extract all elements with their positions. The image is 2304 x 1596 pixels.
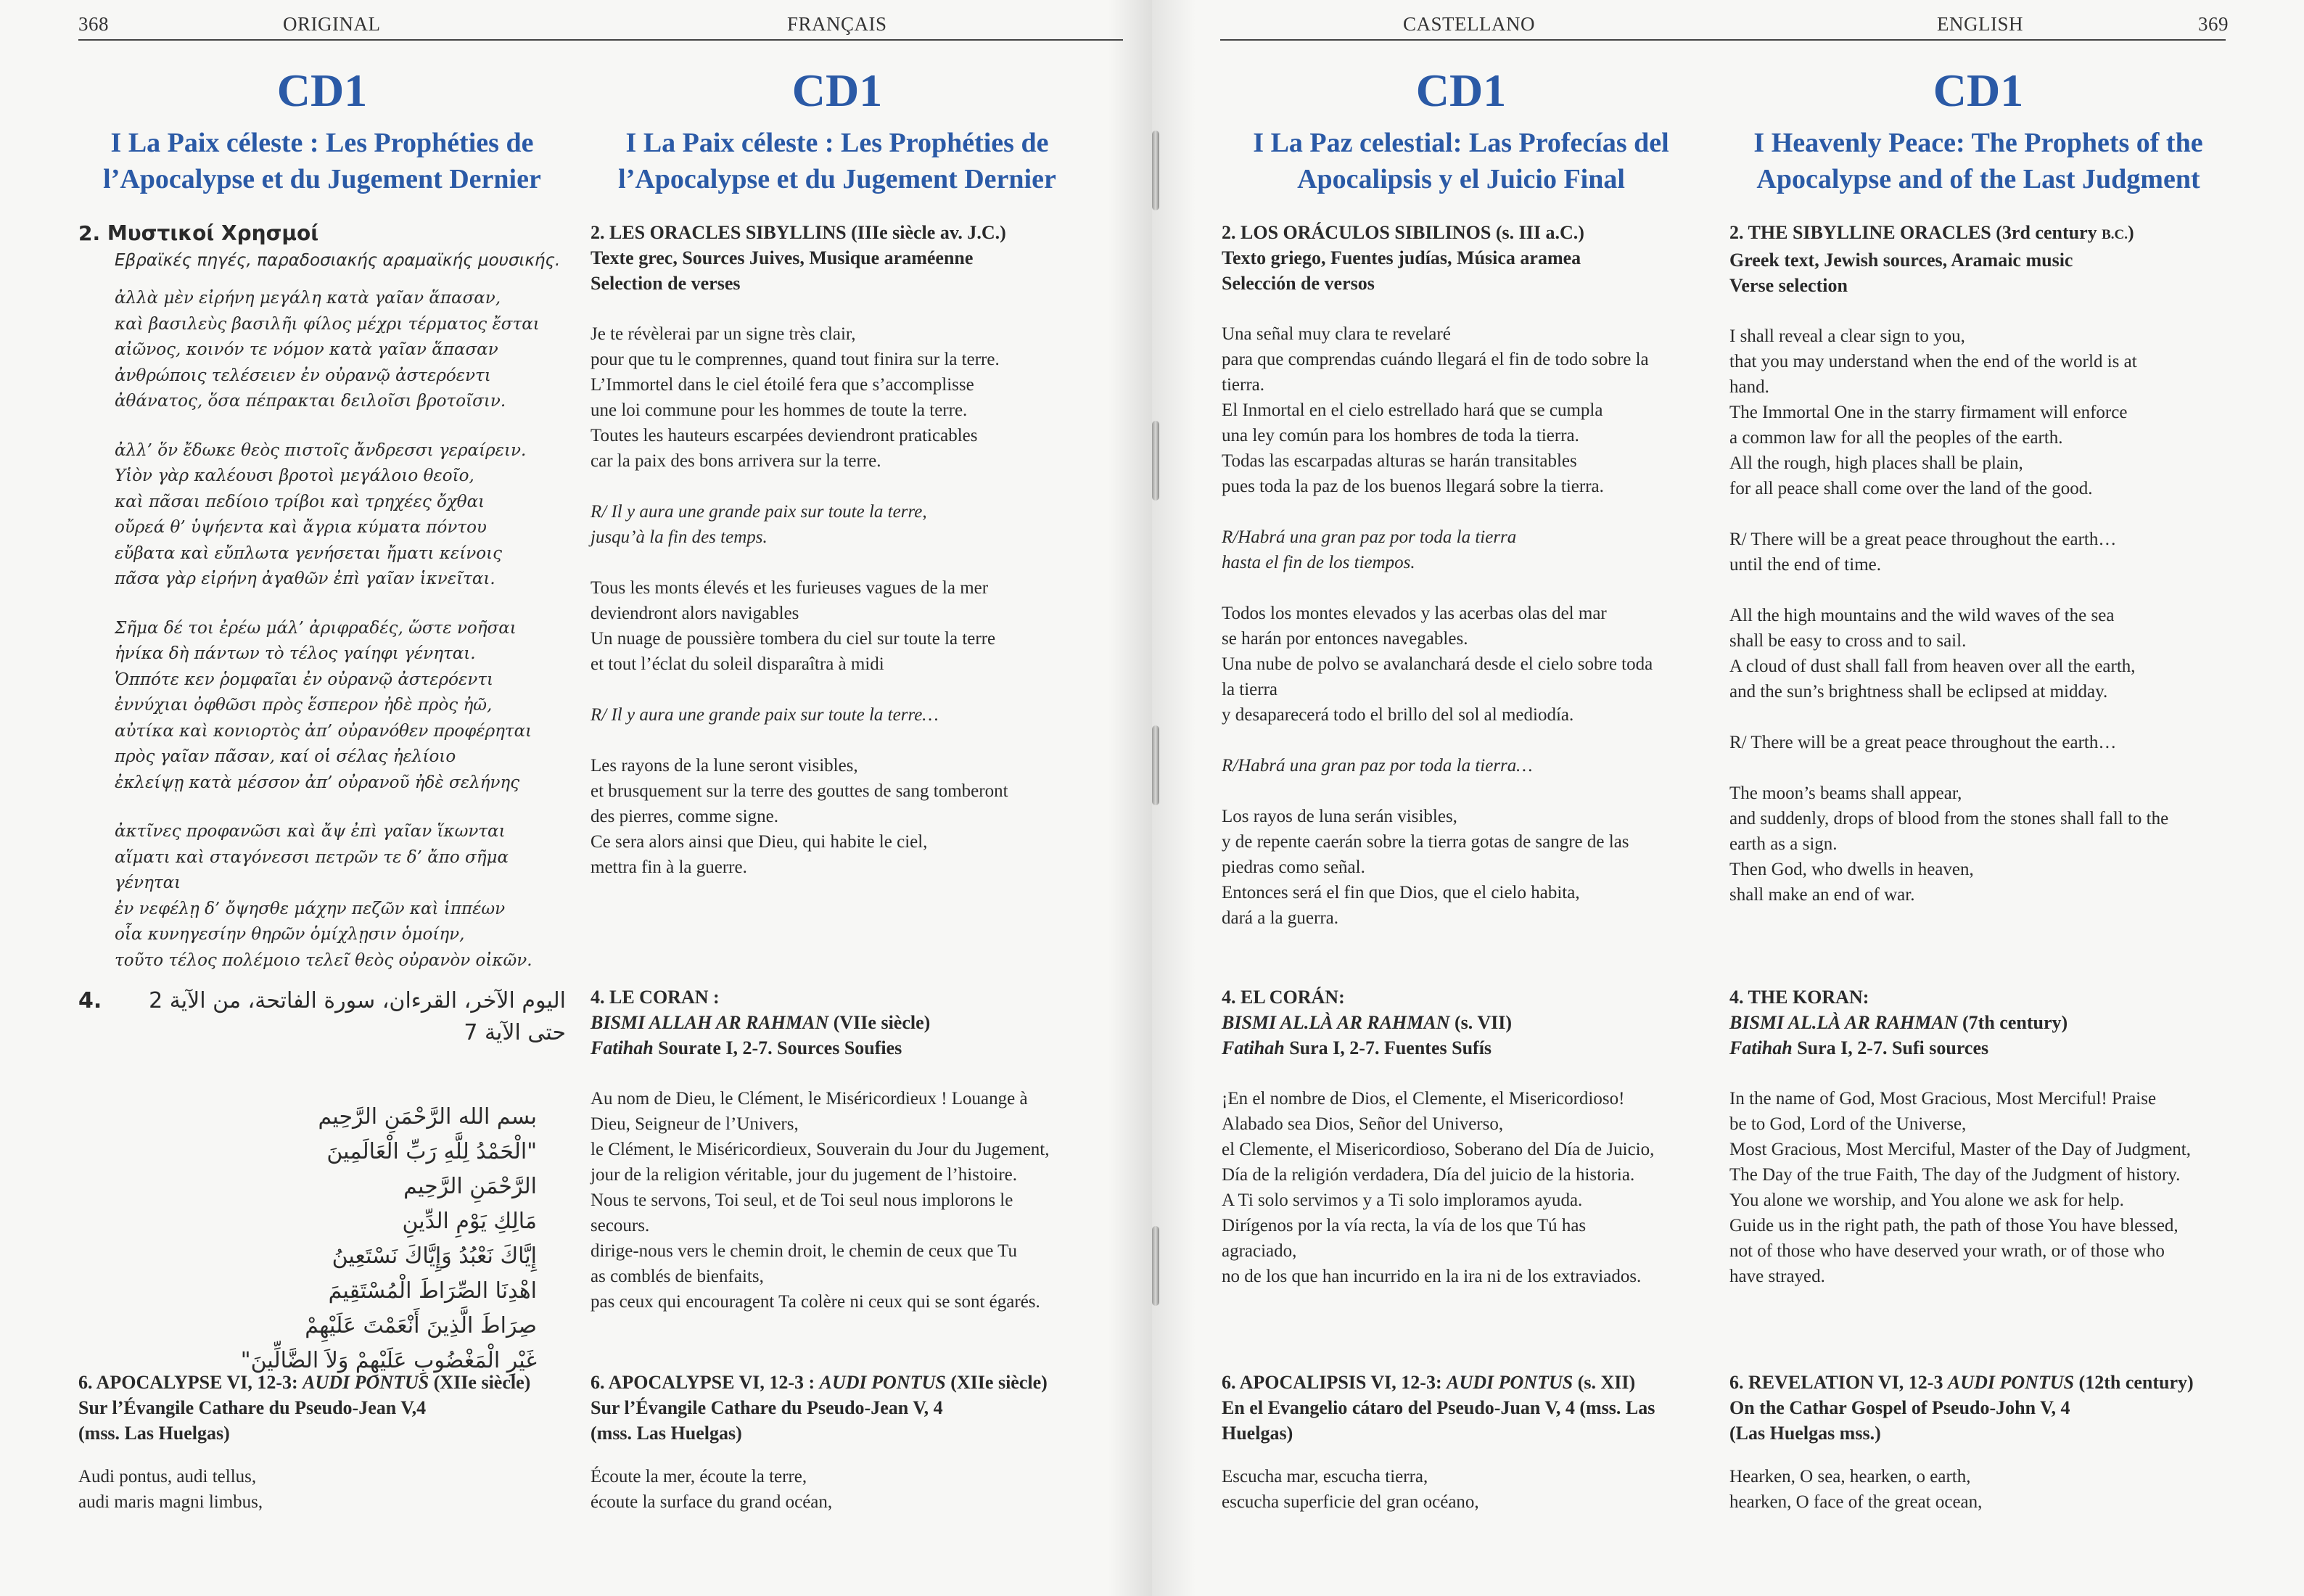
- castellano-section-4: [1222, 984, 1700, 1289]
- francais-s6-subheading: Sur l’Évangile Cathare du Pseudo-Jean V, 4: [591, 1397, 943, 1418]
- original-section-6: [78, 1370, 566, 1515]
- staple: [1152, 725, 1159, 805]
- castellano-s6-heading: 6. APOCALIPSIS VI, 12-3: AUDI PONTUS (s. XII): [1222, 1372, 1636, 1393]
- greek-stanza-4: ἀκτῖνες προφανῶσι καὶ ἄψ ἐπὶ γαῖαν ἵκωνται αἵματι καὶ σταγόνεσσι πετρῶν τε δ’ ἄπο σῆμα γένηται ἐν νεφέλῃ δ’ ὄψησθε μάχην πεζῶν καὶ ἱππέων οἷα κυνηγεσίην θηρῶν ὁμίχλῃσιν ὁμοίην, τοῦτο τέλος πολέμοιο τελεῖ θεὸς οὐρανὸν οἰκῶν.: [115, 822, 532, 970]
- page-number-right: 369: [2198, 13, 2229, 35]
- arabic-section-number: 4.: [78, 988, 102, 1013]
- original-s6-text: Audi pontus, audi tellus, audi maris magni limbus,: [78, 1467, 263, 1512]
- english-s6-heading: 6. REVELATION VI, 12-3 AUDI PONTUS (12th century): [1729, 1372, 2194, 1393]
- section-title-castellano: I La Paz celestial: Las Profecías del Apocalipsis y el Juicio Final: [1253, 128, 1669, 194]
- francais-s6-text: Écoute la mer, écoute la terre, écoute la surface du grand océan,: [591, 1467, 833, 1512]
- gutter-shadow: [1108, 0, 1152, 1596]
- english-s4-title: BISMI AL.LÀ AR RAHMAN (7th century): [1729, 1012, 2068, 1033]
- english-s2-subheading: Greek text, Jewish sources, Aramaic music Verse selection: [1729, 250, 2073, 296]
- section-title-francais: I La Paix céleste : Les Prophéties de l’Apocalypse et du Jugement Dernier: [618, 128, 1056, 194]
- castellano-s4-heading: 4. EL CORÁN:: [1222, 987, 1345, 1008]
- francais-s4-heading: 4. LE CORAN :: [591, 987, 720, 1008]
- francais-s2-para-2: Tous les monts élevés et les furieuses vagues de la mer deviendront alors navigables Un nuage de poussière tombera du ciel sur toute la terre et tout l’éclat du soleil disparaîtra à midi: [591, 578, 996, 674]
- english-refrain-1: R/ There will be a great peace throughout the earth… until the end of time.: [1729, 530, 2117, 575]
- arabic-section-title: اليوم الآخر، القرءان، سورة الفاتحة، من الآية 2 حتى الآية 7: [149, 988, 566, 1045]
- cd-label: CD1: [276, 65, 368, 116]
- greek-section-subtitle: Εβραϊκές πηγές, παραδοσιακής αραμαϊκής μουσικής.: [115, 251, 561, 270]
- english-s6-source: (Las Huelgas mss.): [1729, 1423, 1881, 1444]
- greek-stanza-3: Σῆμα δέ τοι ἐρέω μάλ’ ἀριφραδές, ὥστε νοῆσαι ἡνίκα δὴ πάντων τὸ τέλος γαίηφι γένηται. Ὁππότε κεν ῥομφαῖαι ἐν οὐρανῷ ἀστερόεντι ἐννύχιαι ὀφθῶσι πρὸς ἕσπερον ἠδὲ πρὸς ἠῶ, αὐτίκα καὶ κονιορτὸς ἀπ’ οὐρανόθεν προφέρηται πρὸς γαῖαν πᾶσαν, καί οἱ σέλας ἠελίοιο ἐκλείψῃ κατὰ μέσσον ἀπ’ οὐρανοῦ ἠδὲ σελήνης: [115, 618, 532, 792]
- greek-section-title: 2. Μυστικοί Χρησμοί: [78, 221, 319, 245]
- english-s2-para-2: All the high mountains and the wild waves of the sea shall be easy to cross and to sail. A cloud of dust shall fall from heaven over all the earth, and the sun’s brightness shall be eclipsed at midday.: [1729, 606, 2136, 702]
- header-rule-left: [78, 39, 1123, 41]
- castellano-s4-source: Fatihah Sura I, 2-7. Fuentes Sufís: [1222, 1037, 1492, 1058]
- castellano-s2-heading: 2. LOS ORÁCULOS SIBILINOS (s. III a.C.) Texto griego, Fuentes judías, Música aramea Selección de versos: [1222, 222, 1584, 294]
- english-section-6: [1729, 1370, 2227, 1515]
- castellano-refrain-2: R/Habrá una gran paz por toda la tierra…: [1222, 756, 1533, 776]
- section-title-english: I Heavenly Peace: The Prophets of the Apocalypse and of the Last Judgment: [1753, 128, 2203, 194]
- column-header-english: ENGLISH: [1937, 13, 2023, 35]
- francais-s6-heading: 6. APOCALYPSE VI, 12-3 : AUDI PONTUS (XIIe siècle): [591, 1372, 1048, 1393]
- staple: [1152, 1226, 1159, 1306]
- greek-stanza-1: ἀλλὰ μὲν εἰρήνη μεγάλη κατὰ γαῖαν ἅπασαν, καὶ βασιλεὺς βασιλῆι φίλος μέχρι τέρματος ἔσται αἰῶνος, κοινόν τε νόμον κατὰ γαῖαν ἅπασαν ἀνθρώποις τελέσειεν ἐν οὐρανῷ ἀστερόεντι ἀθάνατος, ὅσα πέπρακται δειλοῖσι βροτοῖσιν.: [115, 289, 540, 411]
- francais-s6-source: (mss. Las Huelgas): [591, 1423, 742, 1444]
- cd-label: CD1: [791, 65, 883, 116]
- francais-section-6: [591, 1370, 1084, 1515]
- english-s4-heading: 4. THE KORAN:: [1729, 987, 1869, 1008]
- english-s2-para-3: The moon’s beams shall appear, and suddenly, drops of blood from the stones shall fall to the earth as a sign. Then God, who dwells in heaven, shall make an end of war.: [1729, 783, 2169, 905]
- english-s6-text: Hearken, O sea, hearken, o earth, hearken, O face of the great ocean,: [1729, 1467, 1983, 1512]
- staple: [1152, 421, 1159, 501]
- column-header-castellano: CASTELLANO: [1403, 13, 1535, 35]
- staple: [1152, 131, 1159, 210]
- francais-s4-text: Au nom de Dieu, le Clément, le Miséricordieux ! Louange à Dieu, Seigneur de l’Univers, le Clément, le Miséricordieux, Souverain du Jour du Jugement, jour de la religion véritable, jour du jugement de l’histoire. Nous te servons, Toi seul, et de Toi seul nous implorons le secours. dirige-nous vers le chemin droit, le chemin de ceux que Tu as comblés de bienfaits, pas ceux qui encouragent Ta colère ni ceux qui se sont égarés.: [591, 1089, 1050, 1312]
- francais-s2-heading: 2. LES ORACLES SIBYLLINS (IIIe siècle av. J.C.) Texte grec, Sources Juives, Musique araméenne Selection de verses: [591, 222, 1006, 294]
- cd-label: CD1: [1933, 65, 2024, 116]
- header-rule-right: [1220, 39, 2226, 41]
- original-section-2: [78, 219, 566, 997]
- francais-s2-para-3: Les rayons de la lune seront visibles, et brusquement sur la terre des gouttes de sang tomberont des pierres, comme signe. Ce sera alors ainsi que Dieu, qui habite le ciel, mettra fin à la guerre.: [591, 756, 1008, 877]
- francais-refrain-2: R/ Il y aura une grande paix sur toute la terre…: [591, 705, 939, 725]
- castellano-s4-title: BISMI AL.LÀ AR RAHMAN (s. VII): [1222, 1012, 1512, 1033]
- section-title-original: I La Paix céleste : Les Prophéties de l’Apocalypse et du Jugement Dernier: [103, 128, 541, 194]
- english-section-2: [1729, 220, 2227, 908]
- arabic-text: بسم الله الرَّحْمَنِ الرَّحِيم "الْحَمْدُ لِلَّهِ رَبِّ الْعَالَمِينَ الرَّحْمَنِ الرَّحِيم مَالِكِ يَوْمِ الدِّينِ إِيَّاكَ نَعْبُدُ وَإِيَّاكَ نَسْتَعِينُ اهْدِنَا الصِّرَاطَ الْمُسْتَقِيمَ صِرَاطَ الَّذِينَ أَنْعَمْتَ عَلَيْهِمْ غَيْرِ الْمَغْضُوبِ عَلَيْهِمْ وَلاَ الضَّالِّينَ": [240, 1104, 537, 1373]
- original-s6-heading: 6. APOCALYPSE VI, 12-3: AUDI PONTUS (XIIe siècle): [78, 1372, 531, 1393]
- english-s6-subheading: On the Cathar Gospel of Pseudo-John V, 4: [1729, 1397, 2070, 1418]
- english-s4-text: In the name of God, Most Gracious, Most Merciful! Praise be to God, Lord of the Universe, Most Gracious, Most Merciful, Master of the Day of Judgment, The Day of the true Faith, The day of the Judgment of history. You alone we worship, and You alone we ask for help. Guide us in the right path, the path of those You have blessed, not of those who have deserved your wrath, or of those who have strayed.: [1729, 1089, 2191, 1286]
- castellano-s6-subheading: En el Evangelio cátaro del Pseudo-Juan V, 4 (mss. Las Huelgas): [1222, 1397, 1655, 1444]
- francais-section-4: [591, 984, 1084, 1315]
- francais-s4-title: BISMI ALLAH AR RAHMAN (VIIe siècle): [591, 1012, 931, 1033]
- castellano-section-6: [1222, 1370, 1700, 1515]
- arabic-section-heading: [78, 985, 566, 1049]
- castellano-section-2: [1222, 220, 1700, 931]
- castellano-s4-text: ¡En el nombre de Dios, el Clemente, el Misericordioso! Alabado sea Dios, Señor del Universo, el Clemente, el Misericordioso, Soberano del Día de Juicio, Día de la religión verdadera, Día del juicio de la historia. A Ti solo servimos y a Ti solo imploramos ayuda. Dirígenos por la vía recta, la vía de los que Tú has agraciado, no de los que han incurrido en la ira ni de los extraviados.: [1222, 1089, 1655, 1286]
- greek-stanza-2: ἀλλ’ ὅν ἔδωκε θεὸς πιστοῖς ἄνδρεσσι γεραίρειν. Υἱὸν γὰρ καλέουσι βροτοὶ μεγάλοιο θεοῖο, καὶ πᾶσαι πεδίοιο τρίβοι καὶ τρηχέες ὄχθαι οὔρεά θ’ ὑψήεντα καὶ ἄγρια κύματα πόντου εὔβατα καὶ εὔπλωτα γενήσεται ἤματι κείνοις πᾶσα γὰρ εἰρήνη ἀγαθῶν ἐπὶ γαῖαν ἱκνεῖται.: [115, 440, 527, 588]
- right-page: [1152, 0, 2304, 1596]
- francais-section-2: [591, 220, 1084, 880]
- english-section-4: [1729, 984, 2227, 1289]
- english-refrain-2: R/ There will be a great peace throughout the earth…: [1729, 733, 2117, 752]
- francais-refrain-1: R/ Il y aura une grande paix sur toute la terre, jusqu’à la fin des temps.: [591, 502, 927, 547]
- original-section-4: [78, 985, 566, 1400]
- francais-s4-source: Fatihah Sourate I, 2-7. Sources Soufies: [591, 1037, 902, 1058]
- column-header-original: ORIGINAL: [283, 13, 381, 35]
- english-s4-source: Fatihah Sura I, 2-7. Sufi sources: [1729, 1037, 1989, 1058]
- original-s6-source: (mss. Las Huelgas): [78, 1423, 230, 1444]
- castellano-s2-para-2: Todos los montes elevados y las acerbas olas del mar se harán por entonces navegables. Una nube de polvo se avalanchará desde el cielo sobre toda la tierra y desaparecerá todo el brillo del sol al mediodía.: [1222, 604, 1653, 725]
- castellano-s2-para-1: Una señal muy clara te revelaré para que comprendas cuándo llegará el fin de todo sobre la tierra. El Inmortal en el cielo estrellado hará que se cumpla una ley común para los hombres de toda la tierra. Todas las escarpadas alturas se harán transitables pues toda la paz de los buenos llegará sobre la tierra.: [1222, 324, 1649, 496]
- english-s2-para-1: I shall reveal a clear sign to you, that you may understand when the end of the world is at hand. The Immortal One in the starry firmament will enforce a common law for all the peoples of the earth. All the rough, high places shall be plain, for all peace shall come over the land of the good.: [1729, 326, 2137, 498]
- castellano-s6-text: Escucha mar, escucha tierra, escucha superficie del gran océano,: [1222, 1467, 1479, 1512]
- english-s2-heading: 2. THE SIBYLLINE ORACLES (3rd century B.C.): [1729, 222, 2134, 243]
- francais-s2-para-1: Je te révèlerai par un signe très clair, pour que tu le comprennes, quand tout finira sur la terre. L’Immortel dans le ciel étoilé fera que s’accomplisse une loi commune pour les hommes de toute la terre. Toutes les hauteurs escarpées deviendront praticables car la paix des bons arrivera sur la terre.: [591, 324, 1000, 471]
- castellano-refrain-1: R/Habrá una gran paz por toda la tierra hasta el fin de los tiempos.: [1222, 527, 1517, 572]
- castellano-s2-para-3: Los rayos de luna serán visibles, y de repente caerán sobre la tierra gotas de sangre de las piedras como señal. Entonces será el fin que Dios, que el cielo habita, dará a la guerra.: [1222, 807, 1629, 928]
- column-header-francais: FRANÇAIS: [787, 13, 887, 35]
- original-s6-subheading: Sur l’Évangile Cathare du Pseudo-Jean V,4: [78, 1397, 427, 1418]
- cd-label: CD1: [1415, 65, 1507, 116]
- page-number-left: 368: [78, 13, 109, 35]
